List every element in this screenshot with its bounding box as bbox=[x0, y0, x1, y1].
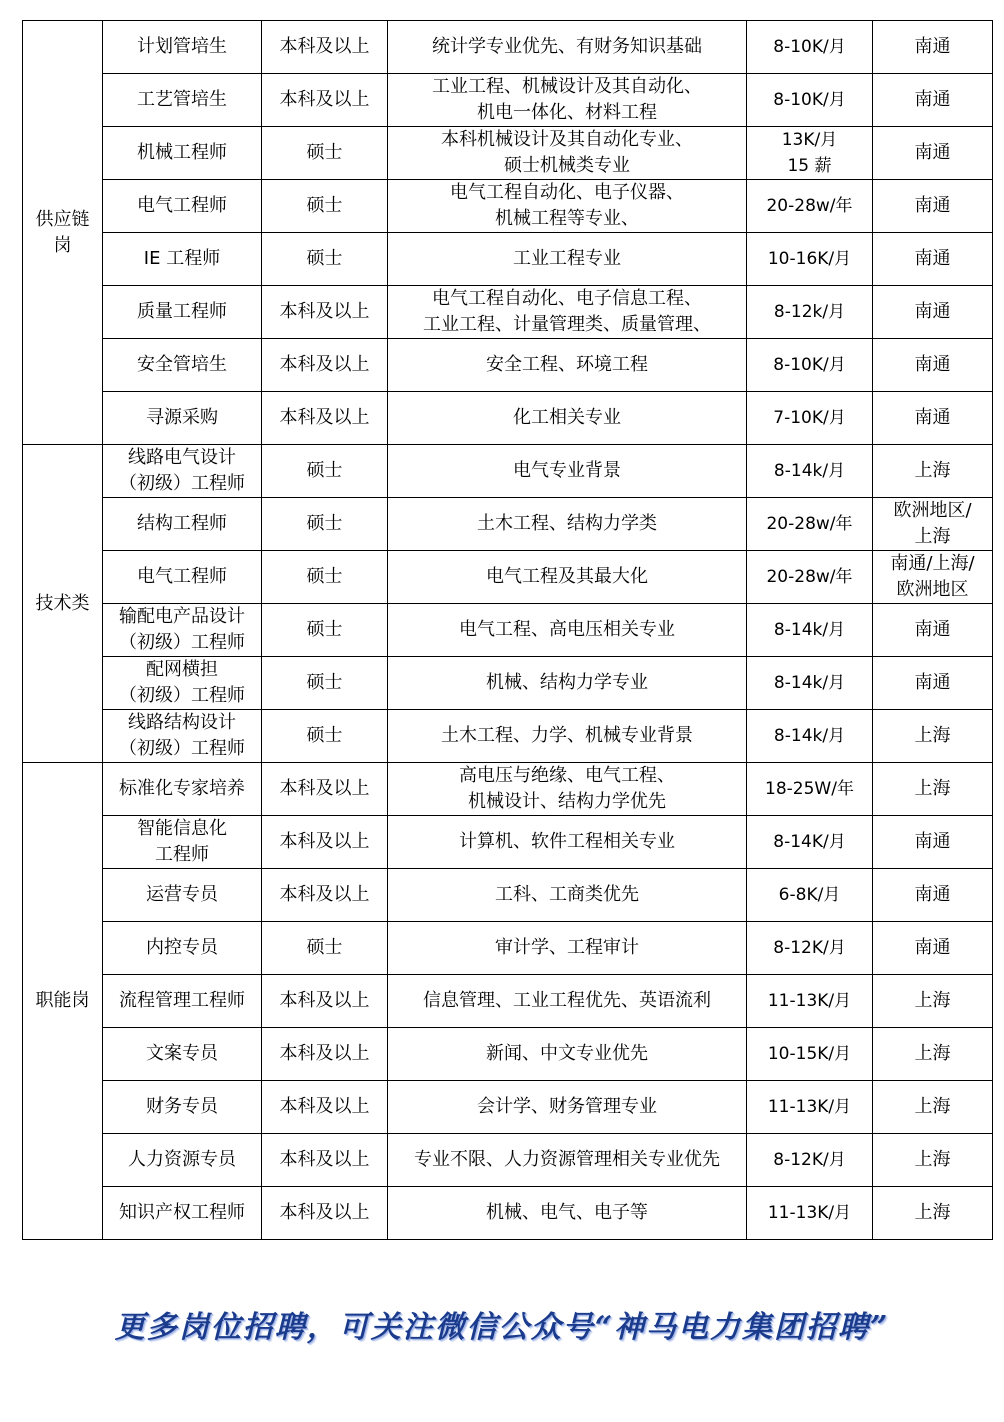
position-cell bbox=[103, 180, 262, 233]
table-row bbox=[23, 21, 993, 74]
cell-line: 10-15K/月 bbox=[767, 1044, 852, 1064]
cell-line: 10-16K/月 bbox=[767, 249, 852, 269]
cell-line: 专业不限、人力资源管理相关专业优先 bbox=[414, 1149, 720, 1170]
position-cell bbox=[103, 339, 262, 392]
salary-cell bbox=[747, 551, 873, 604]
cell-line: 上海 bbox=[914, 990, 951, 1011]
cell-line: 硕士机械类专业 bbox=[504, 155, 630, 176]
cell-line: 上海 bbox=[914, 1043, 951, 1064]
cell-line: 南通 bbox=[914, 248, 951, 269]
cell-line: 安全工程、环境工程 bbox=[486, 354, 648, 375]
table-row bbox=[23, 445, 993, 498]
education-cell: 本科及以上 bbox=[262, 1081, 388, 1134]
cell-line: 土木工程、结构力学类 bbox=[477, 513, 657, 534]
cell-line: 南通 bbox=[914, 672, 951, 693]
location-cell bbox=[873, 1187, 993, 1240]
salary-cell bbox=[747, 233, 873, 286]
cell-line: 工科、工商类优先 bbox=[495, 884, 639, 905]
cell-line: 智能信息化 bbox=[137, 818, 227, 839]
table-row bbox=[23, 1028, 993, 1081]
cell-line: 上海 bbox=[914, 526, 951, 547]
table-row bbox=[23, 551, 993, 604]
cell-line: 计算机、软件工程相关专业 bbox=[459, 831, 675, 852]
position-cell bbox=[103, 763, 262, 816]
position-cell bbox=[103, 975, 262, 1028]
cell-line: （初级）工程师 bbox=[119, 738, 245, 759]
major-cell bbox=[388, 657, 747, 710]
cell-line: 南通 bbox=[914, 301, 951, 322]
cell-line: 新闻、中文专业优先 bbox=[486, 1043, 648, 1064]
jobs-table-body bbox=[23, 21, 993, 1240]
salary-cell bbox=[747, 180, 873, 233]
major-cell bbox=[388, 551, 747, 604]
major-cell bbox=[388, 975, 747, 1028]
cell-line: 上海 bbox=[914, 460, 951, 481]
education-cell: 本科及以上 bbox=[262, 339, 388, 392]
salary-cell bbox=[747, 1187, 873, 1240]
cell-line: 上海 bbox=[914, 1096, 951, 1117]
education-cell: 硕士 bbox=[262, 922, 388, 975]
major-cell bbox=[388, 1081, 747, 1134]
major-cell bbox=[388, 339, 747, 392]
salary-cell bbox=[747, 922, 873, 975]
major-cell bbox=[388, 498, 747, 551]
education-cell: 本科及以上 bbox=[262, 763, 388, 816]
education-cell: 硕士 bbox=[262, 657, 388, 710]
cell-line: 机械、结构力学专业 bbox=[486, 672, 648, 693]
major-cell bbox=[388, 21, 747, 74]
cell-line: 南通 bbox=[914, 354, 951, 375]
cell-line: 20-28w/年 bbox=[766, 196, 853, 216]
cell-line: 运营专员 bbox=[146, 884, 218, 905]
cell-line: 会计学、财务管理专业 bbox=[477, 1096, 657, 1117]
location-cell bbox=[873, 604, 993, 657]
location-cell bbox=[873, 710, 993, 763]
position-cell bbox=[103, 1134, 262, 1187]
table-row bbox=[23, 869, 993, 922]
table-row bbox=[23, 763, 993, 816]
cell-line: 上海 bbox=[914, 778, 951, 799]
cell-line: 审计学、工程审计 bbox=[495, 937, 639, 958]
table-row bbox=[23, 975, 993, 1028]
table-row bbox=[23, 392, 993, 445]
cell-line: 机械工程师 bbox=[137, 142, 227, 163]
cell-line: 计划管培生 bbox=[137, 36, 227, 57]
footer-notice: 更多岗位招聘，可关注微信公众号“神马电力集团招聘” bbox=[114, 1310, 890, 1345]
location-cell bbox=[873, 922, 993, 975]
cell-line: 文案专员 bbox=[146, 1043, 218, 1064]
cell-line: 流程管理工程师 bbox=[119, 990, 245, 1011]
cell-line: 20-28w/年 bbox=[766, 567, 853, 587]
cell-line: 配网横担 bbox=[146, 659, 218, 680]
cell-line: 南通 bbox=[914, 884, 951, 905]
position-cell bbox=[103, 1187, 262, 1240]
major-cell bbox=[388, 286, 747, 339]
major-cell bbox=[388, 869, 747, 922]
location-cell bbox=[873, 286, 993, 339]
table-row bbox=[23, 127, 993, 180]
education-cell: 本科及以上 bbox=[262, 1134, 388, 1187]
cell-line: 统计学专业优先、有财务知识基础 bbox=[432, 36, 702, 57]
major-cell bbox=[388, 710, 747, 763]
location-cell bbox=[873, 1081, 993, 1134]
cell-line: 8-12K/月 bbox=[773, 938, 846, 958]
salary-cell bbox=[747, 339, 873, 392]
table-row bbox=[23, 180, 993, 233]
major-cell bbox=[388, 1187, 747, 1240]
cell-line: 8-12K/月 bbox=[773, 1150, 846, 1170]
position-cell bbox=[103, 922, 262, 975]
cell-line: 11-13K/月 bbox=[767, 1097, 852, 1117]
position-cell bbox=[103, 74, 262, 127]
category-cell: 职能岗 bbox=[23, 763, 103, 1240]
salary-cell bbox=[747, 1028, 873, 1081]
position-cell bbox=[103, 21, 262, 74]
table-row bbox=[23, 1134, 993, 1187]
table-row bbox=[23, 816, 993, 869]
education-cell: 硕士 bbox=[262, 127, 388, 180]
salary-cell bbox=[747, 604, 873, 657]
location-cell bbox=[873, 1134, 993, 1187]
major-cell bbox=[388, 445, 747, 498]
education-cell: 硕士 bbox=[262, 604, 388, 657]
cell-line: 南通 bbox=[914, 142, 951, 163]
location-cell bbox=[873, 869, 993, 922]
table-row bbox=[23, 604, 993, 657]
salary-cell bbox=[747, 1081, 873, 1134]
cell-line: 8-14K/月 bbox=[773, 832, 846, 852]
location-cell bbox=[873, 180, 993, 233]
cell-line: 8-14k/月 bbox=[773, 620, 846, 640]
major-cell bbox=[388, 392, 747, 445]
cell-line: 知识产权工程师 bbox=[119, 1202, 245, 1223]
major-cell bbox=[388, 922, 747, 975]
table-row bbox=[23, 74, 993, 127]
education-cell: 本科及以上 bbox=[262, 286, 388, 339]
major-cell bbox=[388, 180, 747, 233]
location-cell bbox=[873, 233, 993, 286]
cell-line: 本科机械设计及其自动化专业、 bbox=[441, 129, 693, 150]
education-cell: 本科及以上 bbox=[262, 21, 388, 74]
cell-line: 土木工程、力学、机械专业背景 bbox=[441, 725, 693, 746]
location-cell bbox=[873, 551, 993, 604]
salary-cell bbox=[747, 975, 873, 1028]
cell-line: 18-25W/年 bbox=[765, 779, 854, 799]
position-cell bbox=[103, 869, 262, 922]
cell-line: （初级）工程师 bbox=[119, 685, 245, 706]
major-cell bbox=[388, 127, 747, 180]
cell-line: 15 薪 bbox=[787, 156, 832, 176]
cell-line: 6-8K/月 bbox=[778, 885, 841, 905]
salary-cell bbox=[747, 445, 873, 498]
cell-line: 内控专员 bbox=[146, 937, 218, 958]
cell-line: 线路结构设计 bbox=[128, 712, 236, 733]
cell-line: 安全管培生 bbox=[137, 354, 227, 375]
location-cell bbox=[873, 21, 993, 74]
major-cell bbox=[388, 74, 747, 127]
cell-line: 标准化专家培养 bbox=[119, 778, 245, 799]
cell-line: 寻源采购 bbox=[146, 407, 218, 428]
education-cell: 本科及以上 bbox=[262, 1187, 388, 1240]
location-cell bbox=[873, 339, 993, 392]
cell-line: 电气工程师 bbox=[137, 195, 227, 216]
cell-line: 结构工程师 bbox=[137, 513, 227, 534]
cell-line: 工业工程专业 bbox=[513, 248, 621, 269]
table-row bbox=[23, 1187, 993, 1240]
cell-line: 11-13K/月 bbox=[767, 1203, 852, 1223]
position-cell bbox=[103, 445, 262, 498]
jobs-table bbox=[22, 20, 993, 1240]
cell-line: （初级）工程师 bbox=[119, 473, 245, 494]
category-cell: 技术类 bbox=[23, 445, 103, 763]
education-cell: 硕士 bbox=[262, 498, 388, 551]
table-row bbox=[23, 657, 993, 710]
education-cell: 硕士 bbox=[262, 445, 388, 498]
position-cell bbox=[103, 392, 262, 445]
cell-line: 电气专业背景 bbox=[513, 460, 621, 481]
salary-cell bbox=[747, 657, 873, 710]
education-cell: 本科及以上 bbox=[262, 816, 388, 869]
education-cell: 本科及以上 bbox=[262, 74, 388, 127]
cell-line: （初级）工程师 bbox=[119, 632, 245, 653]
cell-line: 质量工程师 bbox=[137, 301, 227, 322]
salary-cell bbox=[747, 816, 873, 869]
location-cell bbox=[873, 657, 993, 710]
cell-line: 13K/月 bbox=[781, 130, 838, 150]
education-cell: 硕士 bbox=[262, 180, 388, 233]
cell-line: 南通 bbox=[914, 89, 951, 110]
education-cell: 硕士 bbox=[262, 233, 388, 286]
position-cell bbox=[103, 710, 262, 763]
position-cell bbox=[103, 233, 262, 286]
location-cell bbox=[873, 392, 993, 445]
cell-line: 高电压与绝缘、电气工程、 bbox=[459, 765, 675, 786]
cell-line: 机电一体化、材料工程 bbox=[477, 102, 657, 123]
salary-cell bbox=[747, 286, 873, 339]
position-cell bbox=[103, 551, 262, 604]
cell-line: 人力资源专员 bbox=[128, 1149, 236, 1170]
salary-cell bbox=[747, 710, 873, 763]
education-cell: 本科及以上 bbox=[262, 392, 388, 445]
education-cell: 硕士 bbox=[262, 551, 388, 604]
salary-cell bbox=[747, 21, 873, 74]
cell-line: 信息管理、工业工程优先、英语流利 bbox=[423, 990, 711, 1011]
education-cell: 硕士 bbox=[262, 710, 388, 763]
cell-line: 电气工程及其最大化 bbox=[486, 566, 648, 587]
cell-line: 上海 bbox=[914, 1202, 951, 1223]
major-cell bbox=[388, 1028, 747, 1081]
cell-line: 20-28w/年 bbox=[766, 514, 853, 534]
location-cell bbox=[873, 498, 993, 551]
cell-line: 工艺管培生 bbox=[137, 89, 227, 110]
position-cell bbox=[103, 286, 262, 339]
major-cell bbox=[388, 816, 747, 869]
table-row bbox=[23, 1081, 993, 1134]
cell-line: 8-14k/月 bbox=[773, 726, 846, 746]
major-cell bbox=[388, 233, 747, 286]
position-cell bbox=[103, 816, 262, 869]
location-cell bbox=[873, 445, 993, 498]
education-cell: 本科及以上 bbox=[262, 869, 388, 922]
cell-line: 机械、电气、电子等 bbox=[486, 1202, 648, 1223]
cell-line: 输配电产品设计 bbox=[119, 606, 245, 627]
table-row bbox=[23, 498, 993, 551]
salary-cell bbox=[747, 498, 873, 551]
cell-line: 8-10K/月 bbox=[773, 355, 846, 375]
major-cell bbox=[388, 1134, 747, 1187]
cell-line: 8-10K/月 bbox=[773, 90, 846, 110]
cell-line: 8-14k/月 bbox=[773, 461, 846, 481]
cell-line: 电气工程师 bbox=[137, 566, 227, 587]
cell-line: 机械工程等专业、 bbox=[495, 208, 639, 229]
education-cell: 本科及以上 bbox=[262, 975, 388, 1028]
salary-cell bbox=[747, 74, 873, 127]
table-row bbox=[23, 922, 993, 975]
cell-line: 工业工程、计量管理类、质量管理、 bbox=[423, 314, 711, 335]
cell-line: 电气工程自动化、电子仪器、 bbox=[450, 182, 684, 203]
cell-line: 南通 bbox=[914, 407, 951, 428]
major-cell bbox=[388, 604, 747, 657]
location-cell bbox=[873, 975, 993, 1028]
cell-line: 线路电气设计 bbox=[128, 447, 236, 468]
cell-line: 8-14k/月 bbox=[773, 673, 846, 693]
salary-cell bbox=[747, 763, 873, 816]
location-cell bbox=[873, 1028, 993, 1081]
table-row bbox=[23, 286, 993, 339]
category-cell: 供应链岗 bbox=[23, 21, 103, 445]
cell-line: 欧洲地区/ bbox=[893, 500, 972, 521]
cell-line: IE 工程师 bbox=[143, 248, 221, 269]
cell-line: 南通 bbox=[914, 195, 951, 216]
position-cell bbox=[103, 1028, 262, 1081]
cell-line: 工业工程、机械设计及其自动化、 bbox=[432, 76, 702, 97]
table-row bbox=[23, 339, 993, 392]
cell-line: 工程师 bbox=[155, 844, 209, 865]
cell-line: 上海 bbox=[914, 725, 951, 746]
position-cell bbox=[103, 1081, 262, 1134]
location-cell bbox=[873, 74, 993, 127]
table-row bbox=[23, 233, 993, 286]
position-cell bbox=[103, 127, 262, 180]
salary-cell bbox=[747, 1134, 873, 1187]
cell-line: 南通 bbox=[914, 36, 951, 57]
cell-line: 财务专员 bbox=[146, 1096, 218, 1117]
location-cell bbox=[873, 127, 993, 180]
salary-cell bbox=[747, 127, 873, 180]
salary-cell bbox=[747, 869, 873, 922]
cell-line: 8-10K/月 bbox=[773, 37, 846, 57]
position-cell bbox=[103, 657, 262, 710]
position-cell bbox=[103, 604, 262, 657]
cell-line: 11-13K/月 bbox=[767, 991, 852, 1011]
education-cell: 本科及以上 bbox=[262, 1028, 388, 1081]
major-cell bbox=[388, 763, 747, 816]
salary-cell bbox=[747, 392, 873, 445]
cell-line: 南通 bbox=[914, 831, 951, 852]
cell-line: 南通 bbox=[914, 619, 951, 640]
cell-line: 8-12k/月 bbox=[773, 302, 846, 322]
cell-line: 欧洲地区 bbox=[896, 579, 969, 600]
cell-line: 机械设计、结构力学优先 bbox=[468, 791, 666, 812]
cell-line: 南通/上海/ bbox=[890, 553, 975, 574]
cell-line: 上海 bbox=[914, 1149, 951, 1170]
location-cell bbox=[873, 763, 993, 816]
cell-line: 化工相关专业 bbox=[513, 407, 621, 428]
cell-line: 7-10K/月 bbox=[773, 408, 846, 428]
cell-line: 南通 bbox=[914, 937, 951, 958]
position-cell bbox=[103, 498, 262, 551]
cell-line: 电气工程、高电压相关专业 bbox=[459, 619, 675, 640]
cell-line: 电气工程自动化、电子信息工程、 bbox=[432, 288, 702, 309]
location-cell bbox=[873, 816, 993, 869]
table-row bbox=[23, 710, 993, 763]
